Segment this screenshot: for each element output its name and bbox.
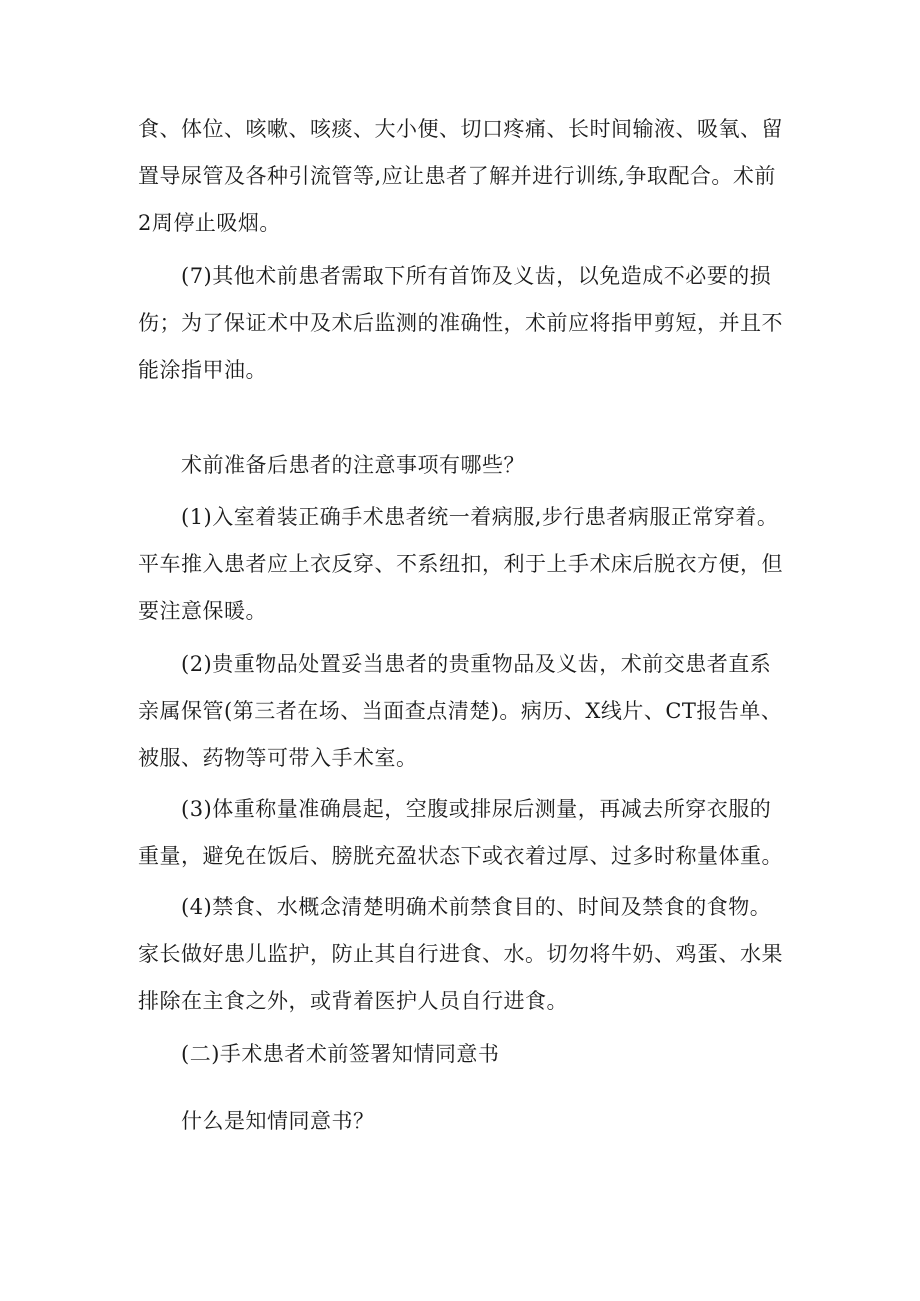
- section-heading-consent: (二)手术患者术前签署知情同意书: [181, 1042, 500, 1066]
- paragraph-item-7: (7)其他术前患者需取下所有首饰及义齿，以免造成不必要的损伤；为了保证术中及术后监测的准确性，术前应将指甲剪短，并且不能涂指甲油。: [138, 264, 783, 382]
- paragraph-item-2: (2)贵重物品处置妥当患者的贵重物品及义齿，术前交患者直系亲属保管(第三者在场、当面查点清楚)。病历、X线片、CT报告单、被服、药物等可带入手术室。: [138, 652, 783, 770]
- section-question-precautions: 术前准备后患者的注意事项有哪些？: [181, 453, 525, 477]
- paragraph-preop-training: 食、体位、咳嗽、咳痰、大小便、切口疼痛、长时间输液、吸氧、留置导尿管及各种引流管等,应让患者了解并进行训练,争取配合。术前2周停止吸烟。: [138, 117, 783, 235]
- paragraph-item-4: (4)禁食、水概念清楚明确术前禁食目的、时间及禁食的食物。家长做好患儿监护，防止其自行进食、水。切勿将牛奶、鸡蛋、水果排除在主食之外，或背着医护人员自行进食。: [138, 895, 783, 1013]
- section-question-consent: 什么是知情同意书？: [181, 1109, 375, 1133]
- paragraph-item-3: (3)体重称量准确晨起，空腹或排尿后测量，再减去所穿衣服的重量，避免在饭后、膀胱充盈状态下或衣着过厚、过多时称量体重。: [138, 797, 783, 868]
- paragraph-item-1: (1)入室着装正确手术患者统一着病服,步行患者病服正常穿着。平车推入患者应上衣反穿、不系纽扣，利于上手术床后脱衣方便，但要注意保暖。: [138, 505, 783, 623]
